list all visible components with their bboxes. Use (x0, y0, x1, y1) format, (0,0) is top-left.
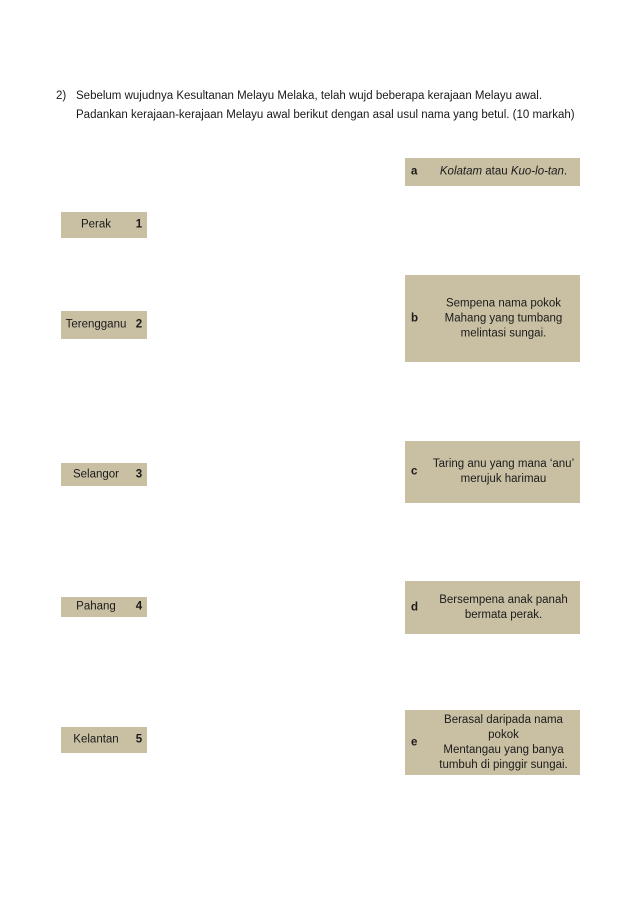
origin-line: Taring anu yang mana ‘anu’ (432, 458, 575, 470)
origin-line: melintasi sungai. (460, 327, 547, 339)
origin-line: Berasal daripada nama pokok (444, 713, 563, 741)
origin-letter: e (411, 736, 418, 748)
origin-box-d[interactable] (405, 581, 580, 634)
origin-letter: a (411, 165, 418, 178)
origin-line: merujuk harimau (460, 473, 547, 485)
kingdom-name: Kelantan (73, 733, 119, 746)
kingdom-box-1[interactable] (61, 212, 147, 238)
kingdom-name: Perak (80, 218, 112, 231)
origin-connector: atau (482, 165, 511, 178)
origin-line: Mentangau yang banya (443, 743, 564, 756)
kingdom-number: 2 (135, 318, 143, 331)
origin-term-1: Kolatam (439, 165, 483, 178)
origin-description (429, 296, 578, 341)
origin-line: tumbuh di pinggir sungai. (439, 758, 568, 771)
origin-line: Sempena nama pokok (445, 297, 562, 309)
origin-term-2: Kuo-lo-tan (510, 165, 564, 178)
kingdom-name: Selangor (72, 468, 120, 480)
origin-box-b[interactable] (405, 275, 580, 362)
kingdom-box-5[interactable] (61, 727, 147, 753)
origin-box-e[interactable] (405, 710, 580, 775)
origin-line: Mahang yang tumbang (444, 312, 563, 324)
origin-line: bermata perak. (464, 608, 543, 621)
kingdom-number: 1 (135, 218, 143, 231)
origin-description (429, 593, 578, 623)
origin-letter: d (411, 601, 419, 613)
origin-letter: c (411, 465, 418, 478)
origin-box-c[interactable] (405, 441, 580, 503)
kingdom-number: 3 (135, 468, 143, 480)
question-number: 2) (56, 90, 67, 102)
kingdom-box-3[interactable] (61, 463, 147, 486)
origin-description (429, 457, 578, 487)
origin-letter: b (411, 312, 419, 324)
kingdom-number: 5 (135, 733, 143, 746)
origin-description (429, 165, 578, 180)
kingdom-box-4[interactable] (61, 597, 147, 617)
kingdom-name: Pahang (76, 600, 116, 613)
origin-description (429, 713, 578, 773)
kingdom-name: Terengganu (65, 318, 127, 331)
origin-line: Bersempena anak panah (439, 593, 568, 606)
kingdom-box-2[interactable] (61, 311, 147, 339)
origin-box-a[interactable] (405, 158, 580, 186)
question (56, 87, 596, 125)
question-text: Sebelum wujudnya Kesultanan Melayu Melaka, telah wujd beberapa kerajaan Melayu awal. Padankan kerajaan-kerajaan Melayu awal berikut dengan asal usul nama yang betul. (10 markah) (76, 90, 575, 121)
kingdom-number: 4 (135, 600, 143, 613)
origin-period: . (563, 165, 568, 178)
